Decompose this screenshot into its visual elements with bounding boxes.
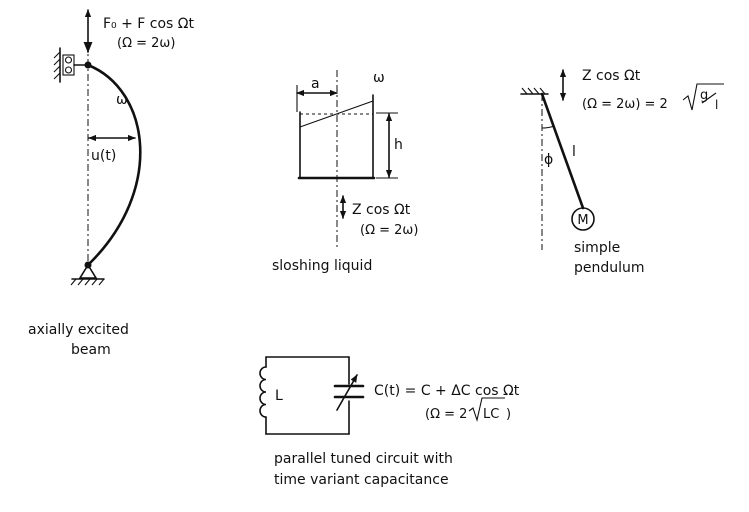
beam-omega-label: ω	[116, 92, 128, 108]
circuit-caption-line2: time variant capacitance	[274, 472, 449, 488]
inductor-coil	[260, 367, 266, 417]
circuit-condition-radicand: LC	[483, 407, 500, 422]
sloshing-excitation-label: Z cos Ωt	[352, 202, 411, 218]
beam-bottom-pin-support	[71, 262, 104, 286]
beam-force-condition: (Ω = 2ω)	[117, 36, 176, 51]
beam-diagram	[28, 10, 195, 358]
a-dimension-label: a	[311, 76, 320, 92]
beam-deflected-shape	[88, 65, 140, 265]
circuit-caption-line1: parallel tuned circuit with	[274, 451, 453, 467]
h-dimension-label: h	[394, 137, 403, 153]
beam-caption-line2: beam	[71, 342, 111, 358]
circuit-diagram	[260, 357, 520, 488]
sloshing-omega-label: ω	[373, 70, 385, 86]
sloshing-excitation-condition: (Ω = 2ω)	[360, 223, 419, 238]
pendulum-condition-prefix: (Ω = 2ω) = 2	[582, 97, 668, 112]
pendulum-diagram	[521, 68, 724, 276]
pendulum-excitation-label: Z cos Ωt	[582, 68, 641, 84]
circuit-condition-prefix: (Ω = 2	[425, 407, 468, 422]
pendulum-length-label: l	[572, 144, 576, 160]
beam-caption-line1: axially excited	[28, 322, 129, 338]
phi-angle-arc	[542, 126, 554, 128]
pendulum-mass-label: M	[577, 213, 589, 228]
beam-top-roller-support	[54, 48, 92, 82]
beam-force-label: F₀ + F cos Ωt	[103, 16, 194, 32]
inductor-label: L	[275, 388, 283, 404]
beam-displacement-label: u(t)	[91, 148, 117, 164]
pendulum-hatched-support	[521, 88, 548, 94]
pendulum-l-denominator: l	[715, 98, 719, 112]
sloshing-caption: sloshing liquid	[272, 258, 373, 274]
pendulum-g-label: g	[700, 88, 709, 103]
capacitance-label: C(t) = C + ΔC cos Ωt	[374, 383, 520, 399]
sloshing-diagram	[272, 70, 418, 274]
pendulum-rod	[542, 94, 583, 208]
phi-angle-label: ϕ	[544, 152, 554, 168]
pendulum-caption-line2: pendulum	[574, 260, 645, 276]
pendulum-caption-line1: simple	[574, 240, 621, 256]
circuit-condition-suffix: )	[506, 407, 512, 422]
